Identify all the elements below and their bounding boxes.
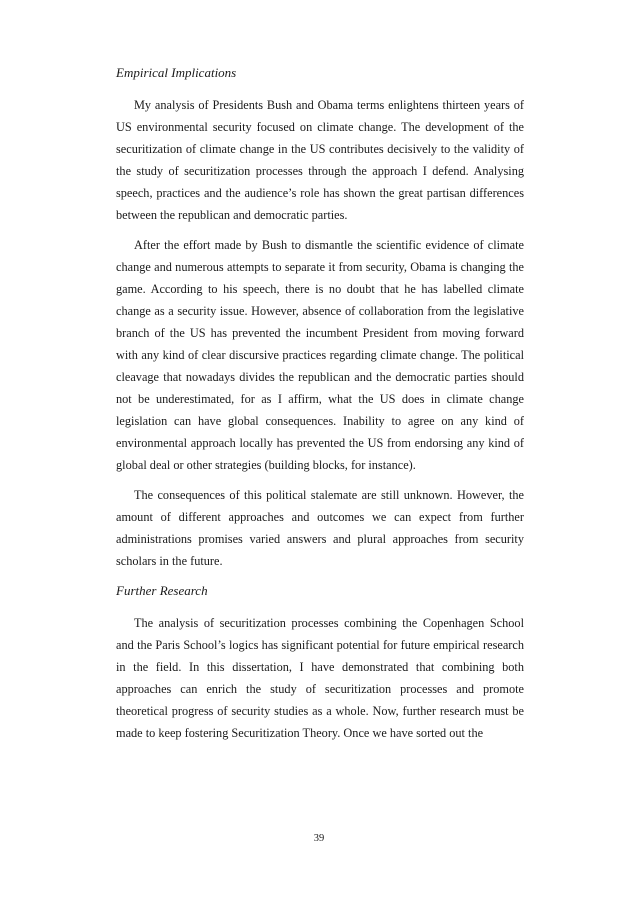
page-number: 39 [313, 833, 325, 844]
paragraph-analysis: My analysis of Presidents Bush and Obama terms enlightens thirteen years of US environmental security focused on climate change. The development of the securitization of climate change in the US contributes decisively to the validity of the study of securitization processes through the approach I defend. Analysing speech, practices and the audience’s role has shown the great partisan differences between the republican and democratic parties. [116, 98, 524, 222]
paragraph-bush-obama: After the effort made by Bush to dismantle the scientific evidence of climate change and numerous attempts to separate it from security, Obama is changing the game. According to his speech, there is no doubt that he has labelled climate change as a security issue. However, absence of collaboration from the legislative branch of the US has prevented the incumbent President from moving forward with any kind of clear discursive practices regarding climate change. The political cleavage that nowadays divides the republican and the democratic parties should not be underestimated, for as I affirm, what the US does in climate change legislation can have global consequences. Inability to agree on any kind of environmental approach locally has prevented the US from endorsing any kind of global deal or other strategies (building blocks, for instance). [116, 238, 524, 472]
section-heading-further-research: Further Research [116, 583, 208, 598]
section-heading-empirical-implications: Empirical Implications [116, 65, 237, 80]
paragraph-further-research: The analysis of securitization processes combining the Copenhagen School and the Paris School’s logics has significant potential for future empirical research in the field. In this dissertation, I have demonstrated that combining both approaches can enrich the study of securitization processes and promote theoretical progress of security studies as a whole. Now, further research must be made to keep fostering Securitization Theory. Once we have sorted out the [116, 616, 524, 740]
document-page [116, 62, 524, 752]
paragraph-consequences: The consequences of this political stalemate are still unknown. However, the amount of different approaches and outcomes we can expect from further administrations promises varied answers and plural approaches from security scholars in the future. [116, 488, 524, 568]
